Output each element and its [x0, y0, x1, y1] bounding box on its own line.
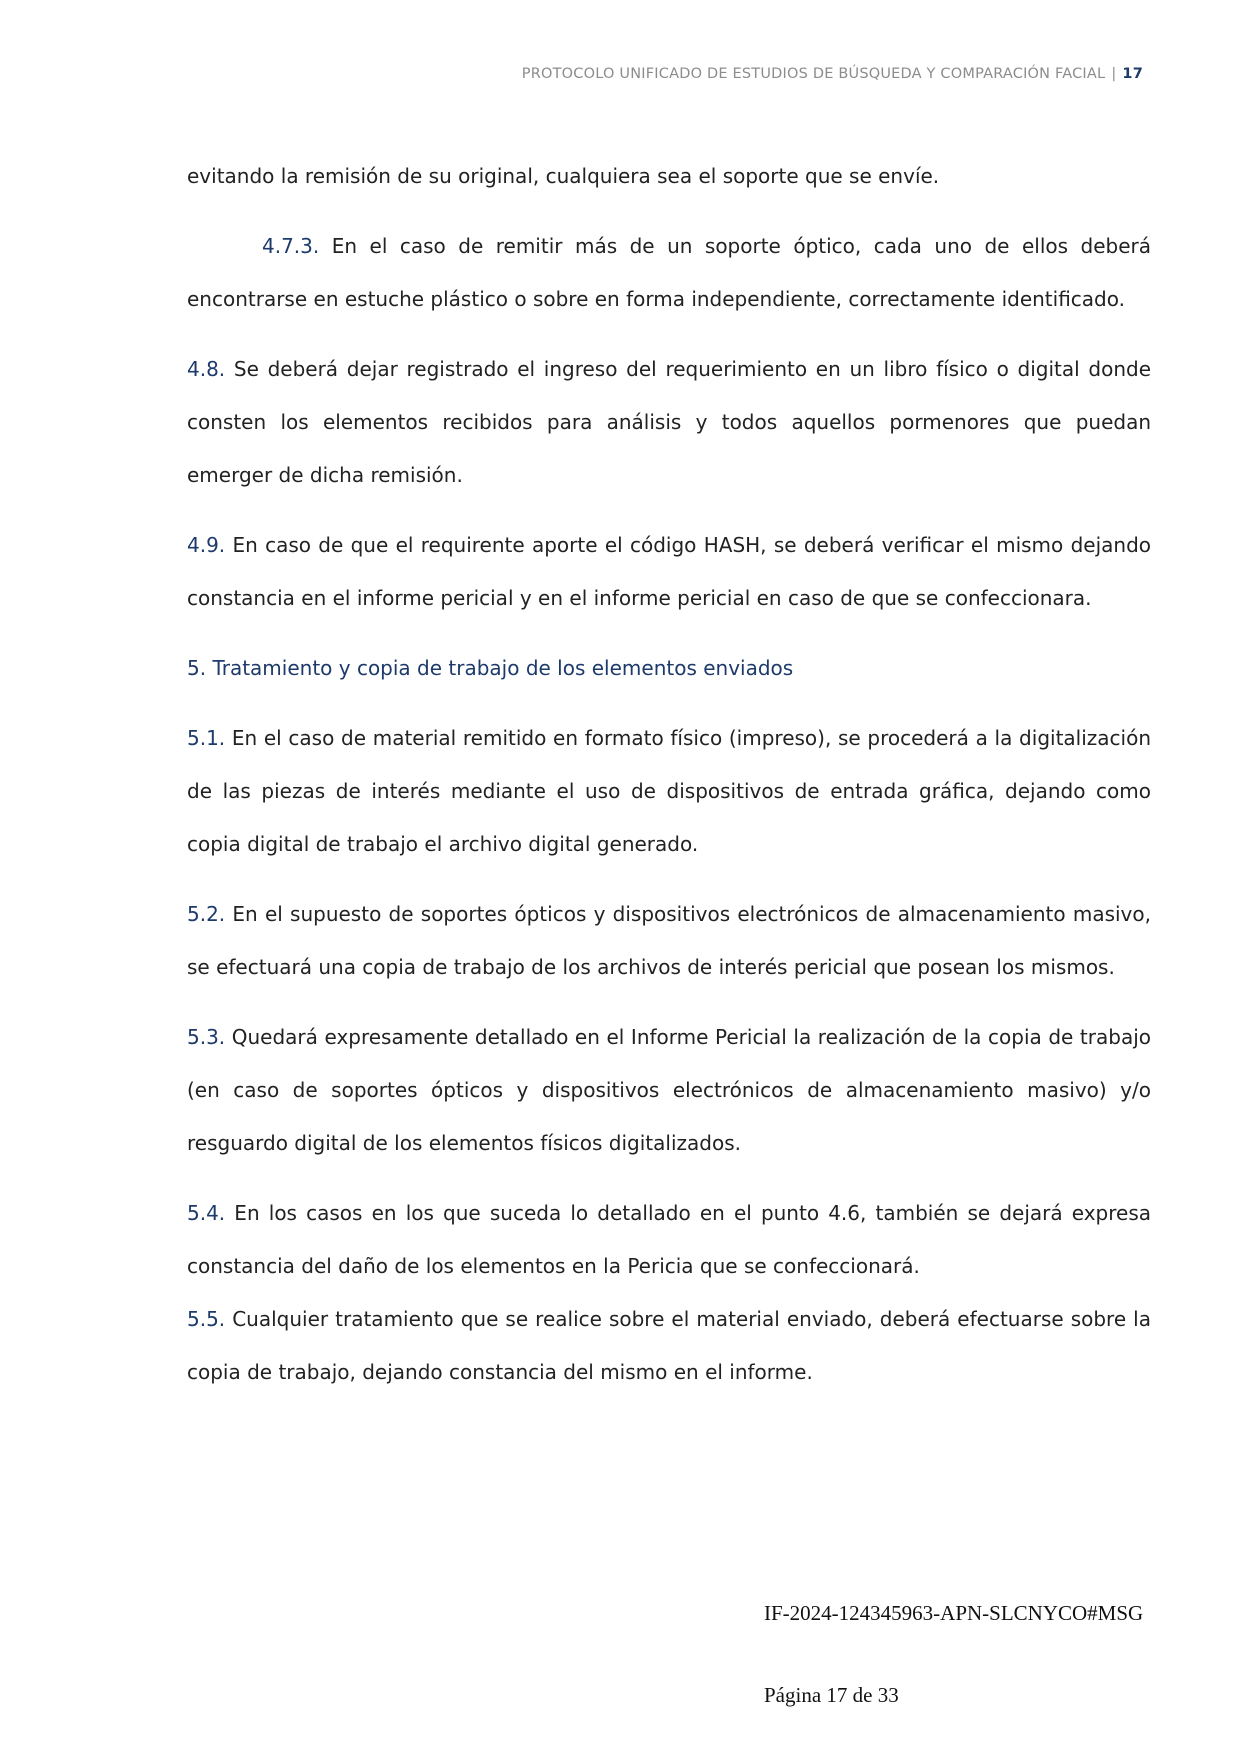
paragraph-number: 5.4. — [187, 1201, 226, 1225]
paragraph-text: Quedará expresamente detallado en el Informe Pericial la realización de la copia de trabajo (en caso de soportes ópticos y dispositivos electrónicos de almacenamiento masivo) y/o resguardo digital de los elementos físicos digitalizados. — [187, 1025, 1151, 1155]
document-id: IF-2024-124345963-APN-SLCNYCO#MSG — [764, 1601, 1144, 1625]
paragraph-5-2 — [187, 888, 1151, 994]
paragraph-number: 5.5. — [187, 1307, 226, 1331]
section-title: 5. Tratamiento y copia de trabajo de los elementos enviados — [187, 656, 794, 680]
header-title: PROTOCOLO UNIFICADO DE ESTUDIOS DE BÚSQUEDA Y COMPARACIÓN FACIAL — [521, 66, 1106, 82]
continuation-paragraph: evitando la remisión de su original, cualquiera sea el soporte que se envíe. — [187, 164, 940, 188]
paragraph-5-5 — [187, 1293, 1151, 1399]
paragraph-text: En el caso de remitir más de un soporte óptico, cada uno de ellos deberá encontrarse en estuche plástico o sobre en forma independiente, correctamente identificado. — [187, 234, 1151, 311]
paragraph-text: En el caso de material remitido en formato físico (impreso), se procederá a la digitalización de las piezas de interés mediante el uso de dispositivos de entrada gráfica, dejando como copia digital de trabajo el archivo digital generado. — [187, 726, 1151, 856]
paragraph-5-4 — [187, 1187, 1151, 1293]
paragraph-number: 4.8. — [187, 357, 226, 381]
paragraph-text: En los casos en los que suceda lo detallado en el punto 4.6, también se dejará expresa constancia del daño de los elementos en la Pericia que se confeccionará. — [187, 1201, 1151, 1278]
paragraph-number: 5.1. — [187, 726, 226, 750]
page-label: Página 17 de 33 — [764, 1683, 899, 1707]
paragraph-number: 4.9. — [187, 533, 226, 557]
paragraph-4-9 — [187, 519, 1151, 625]
header-separator: | — [1111, 66, 1117, 82]
paragraph-4-8 — [187, 343, 1151, 502]
paragraph-5-3 — [187, 1011, 1151, 1170]
paragraph-text: Cualquier tratamiento que se realice sobre el material enviado, deberá efectuarse sobre la copia de trabajo, dejando constancia del mismo en el informe. — [187, 1307, 1151, 1384]
paragraph-text: En el supuesto de soportes ópticos y dispositivos electrónicos de almacenamiento masivo, se efectuará una copia de trabajo de los archivos de interés pericial que posean los mismos. — [187, 902, 1151, 979]
paragraph-5-1 — [187, 712, 1151, 871]
paragraph-4-7-3 — [187, 220, 1151, 326]
running-header — [522, 66, 1143, 82]
header-page-number: 17 — [1122, 66, 1143, 82]
paragraph-number: 4.7.3. — [262, 234, 320, 258]
body-content — [187, 150, 1151, 1416]
paragraph-text: Se deberá dejar registrado el ingreso del requerimiento en un libro físico o digital donde consten los elementos recibidos para análisis y todos aquellos pormenores que puedan emerger de dicha remisión. — [187, 357, 1151, 487]
paragraph-text: En caso de que el requirente aporte el código HASH, se deberá verificar el mismo dejando constancia en el informe pericial y en el informe pericial en caso de que se confeccionara. — [187, 533, 1151, 610]
paragraph-number: 5.3. — [187, 1025, 226, 1049]
paragraph-number: 5.2. — [187, 902, 226, 926]
